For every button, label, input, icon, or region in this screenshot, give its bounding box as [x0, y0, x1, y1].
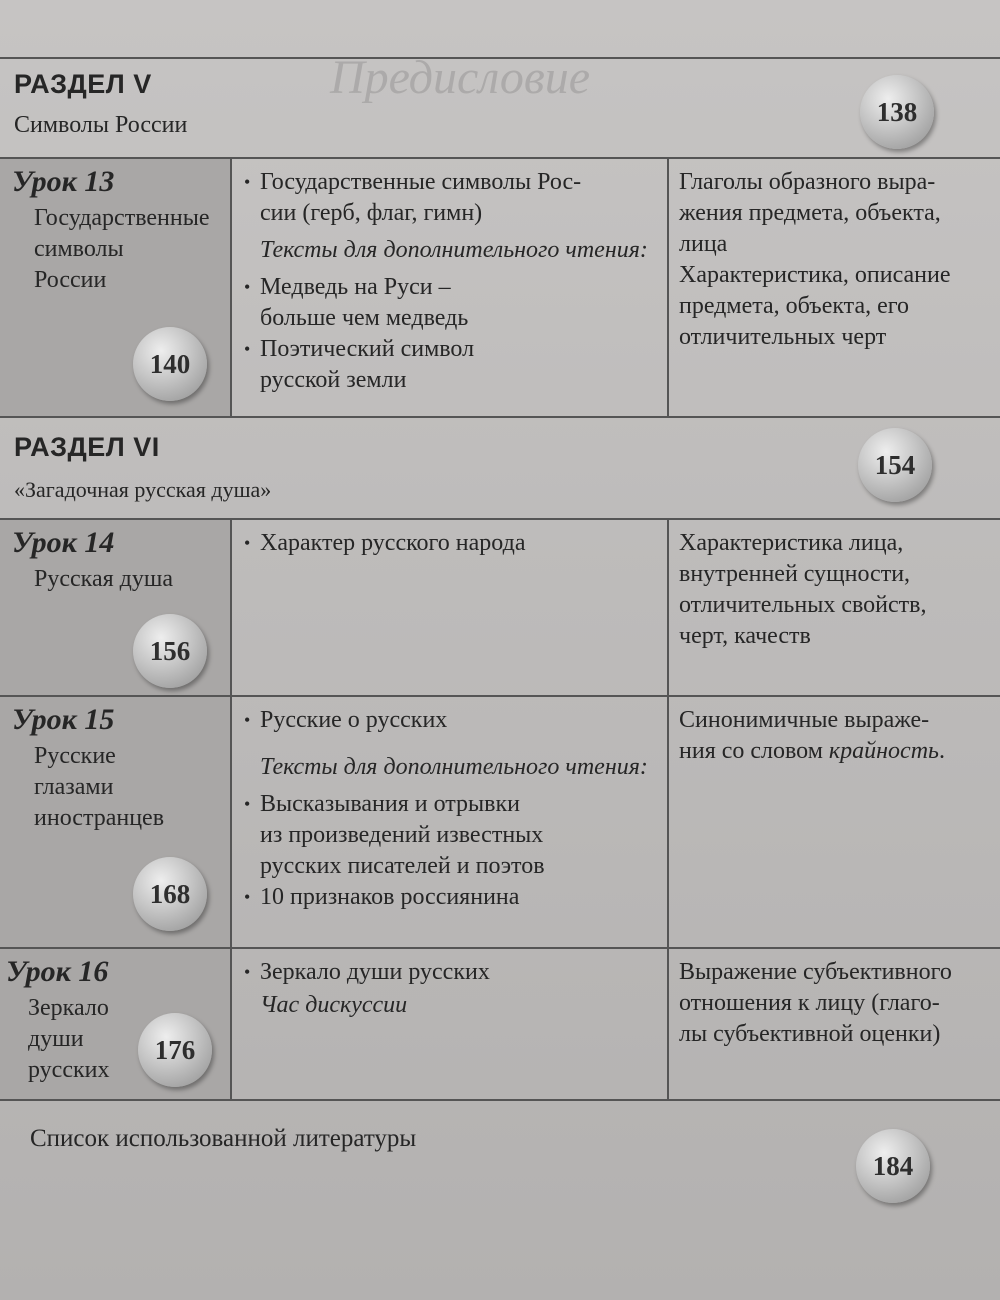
- lesson-13-row: [0, 159, 1000, 418]
- lesson-15-title: Урок 15: [12, 703, 115, 736]
- topic-bullet: • Поэтический символ русской земли: [244, 336, 475, 393]
- topic-bullet: • 10 признаков россиянина: [244, 884, 520, 910]
- lesson-14-grammar: Характеристика лица, внутренней сущности, отличительных свойств, черт, качеств: [679, 530, 927, 649]
- extra-reading-label: Тексты для дополнительного чтения:: [260, 237, 648, 263]
- lesson-16-grammar: Выражение субъективного отношения к лицу (глаго- лы субъективной оценки): [679, 959, 952, 1047]
- bibliography-title: Список использованной литературы: [30, 1125, 417, 1152]
- page-number-badge[interactable]: 154: [858, 428, 932, 502]
- section-6-title: РАЗДЕЛ VI: [14, 432, 160, 462]
- table-of-contents: [0, 57, 1000, 1221]
- topic-bullet: • Государственные символы Рос- сии (герб, флаг, гимн): [244, 169, 582, 226]
- lesson-15-name: Русские глазами иностранцев: [34, 743, 165, 831]
- lesson-14-topics: [232, 520, 669, 695]
- section-5-row: [0, 59, 1000, 159]
- bibliography-row: [0, 1101, 1000, 1221]
- discussion-note: Час дискуссии: [260, 992, 408, 1018]
- page-number-badge[interactable]: 140: [133, 327, 207, 401]
- lesson-16-name: Зеркало души русских: [28, 995, 110, 1083]
- page-number-badge[interactable]: 168: [133, 857, 207, 931]
- page-number-badge[interactable]: 138: [860, 75, 934, 149]
- lesson-13-title: Урок 13: [12, 165, 115, 198]
- lesson-16-cell: [0, 949, 232, 1099]
- section-6-subtitle: «Загадочная русская душа»: [14, 477, 272, 502]
- lesson-14-cell: [0, 520, 232, 695]
- topic-bullet: • Характер русского народа: [244, 530, 526, 556]
- topic-bullet: • Русские о русских: [244, 707, 448, 733]
- extra-reading-label: Тексты для дополнительного чтения:: [260, 754, 648, 780]
- lesson-15-row: [0, 697, 1000, 949]
- lesson-16-title: Урок 16: [6, 955, 109, 988]
- lesson-15-cell: [0, 697, 232, 947]
- lesson-15-grammar: Синонимичные выраже- ния со словом крайность.: [679, 707, 945, 764]
- page-number-badge[interactable]: 156: [133, 614, 207, 688]
- lesson-14-row: [0, 520, 1000, 697]
- lesson-16-row: [0, 949, 1000, 1101]
- lesson-16-topics: [232, 949, 669, 1099]
- section-6-row: [0, 418, 1000, 520]
- lesson-13-name: Государственные символы России: [34, 205, 210, 293]
- section-5-title: РАЗДЕЛ V: [14, 69, 152, 99]
- lesson-13-grammar: Глаголы образного выра- жения предмета, объекта, лица Характеристика, описание предмета, объекта, его отличительных черт: [679, 169, 951, 350]
- lesson-13-topics: [232, 159, 669, 416]
- topic-bullet: • Зеркало души русских: [244, 959, 490, 985]
- topic-bullet: • Медведь на Руси – больше чем медведь: [244, 274, 469, 331]
- lesson-15-topics: [232, 697, 669, 947]
- page-number-badge[interactable]: 184: [856, 1129, 930, 1203]
- section-5-subtitle: Символы России: [14, 112, 188, 138]
- bleed-through-text: Предисловие: [330, 51, 591, 104]
- lesson-14-title: Урок 14: [12, 526, 115, 559]
- lesson-14-name: Русская душа: [34, 566, 173, 592]
- lesson-13-cell: [0, 159, 232, 416]
- topic-bullet: • Высказывания и отрывки из произведений известных русских писателей и поэтов: [244, 791, 545, 879]
- page-number-badge[interactable]: 176: [138, 1013, 212, 1087]
